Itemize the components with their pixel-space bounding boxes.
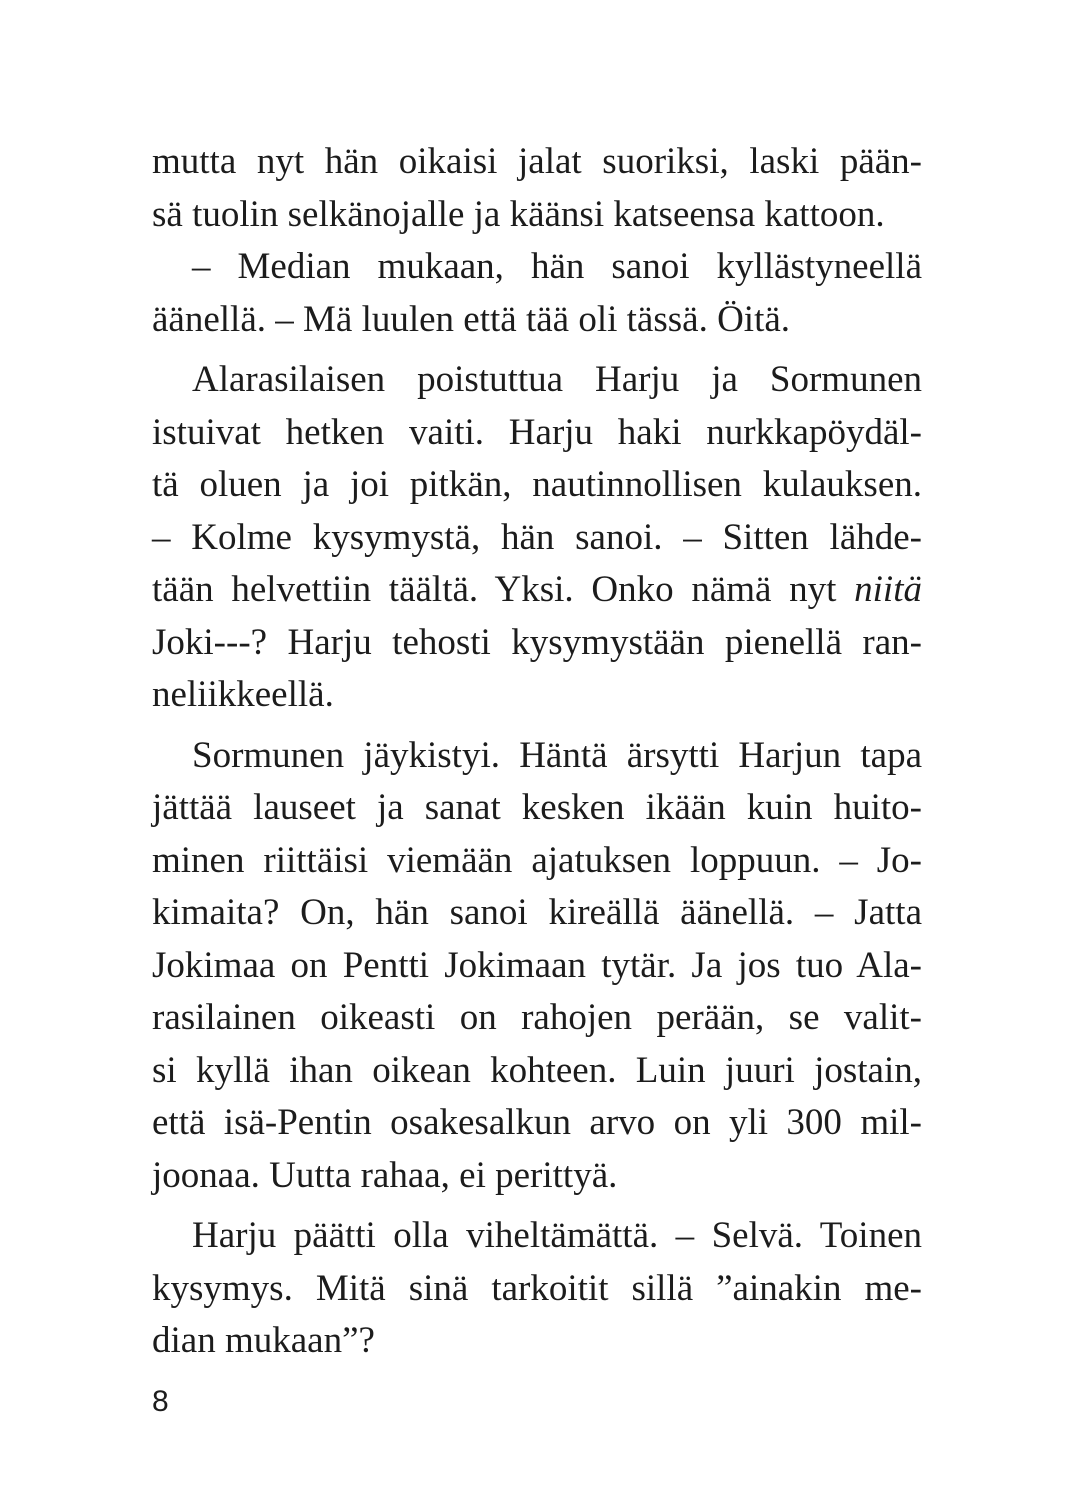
text-line-with-italic	[152, 564, 922, 617]
text-line: si kyllä ihan oikean kohteen. Luin juuri jostain,	[152, 1049, 922, 1091]
text-line: jättää lauseet ja sanat kesken ikään kuin huito-	[152, 787, 922, 828]
text-line: – Kolme kysymystä, hän sanoi. – Sitten lähde-	[152, 516, 922, 558]
text-line: Joki---? Harju tehosti kysymystään pienellä ran-	[152, 621, 922, 663]
text-segment: tään helvettiin täältä. Yksi. Onko nämä nyt	[152, 569, 855, 610]
text-line: istuivat hetken vaiti. Harju haki nurkkapöydäl-	[152, 411, 922, 453]
text-line: Alarasilaisen poistuttua Harju ja Sormunen	[192, 359, 922, 400]
italic-word: niitä	[854, 569, 922, 610]
text-line: kimaita? On, hän sanoi kireällä äänellä. – Jatta	[152, 892, 922, 933]
text-line: minen riittäisi viemään ajatuksen loppuun. – Jo-	[152, 839, 922, 881]
text-line: Jokimaa on Pentti Jokimaan tytär. Ja jos tuo Ala-	[152, 944, 922, 986]
text-line: dian mukaan”?	[152, 1320, 375, 1361]
text-line: Sormunen jäykistyi. Häntä ärsytti Harjun tapa	[192, 734, 922, 776]
text-line: äänellä. – Mä luulen että tää oli tässä. Öitä.	[152, 298, 791, 340]
text-line: neliikkeellä.	[152, 674, 334, 715]
text-line: – Median mukaan, hän sanoi kyllästyneellä	[192, 246, 922, 287]
text-line: Harju päätti olla viheltämättä. – Selvä. Toinen	[192, 1215, 922, 1256]
body-text	[152, 136, 922, 1368]
text-line: sä tuolin selkänojalle ja käänsi katseensa kattoon.	[152, 193, 885, 235]
text-line: rasilainen oikeasti on rahojen perään, se valit-	[152, 997, 922, 1038]
page-number: 8	[152, 1385, 169, 1418]
text-line: kysymys. Mitä sinä tarkoitit sillä ”ainakin me-	[152, 1267, 922, 1309]
text-line: joonaa. Uutta rahaa, ei perittyä.	[152, 1154, 618, 1196]
text-line: tä oluen ja joi pitkän, nautinnollisen kulauksen.	[152, 464, 922, 505]
text-line: mutta nyt hän oikaisi jalat suoriksi, laski pään-	[152, 141, 922, 182]
text-line: että isä-Pentin osakesalkun arvo on yli 300 mil-	[152, 1102, 922, 1143]
